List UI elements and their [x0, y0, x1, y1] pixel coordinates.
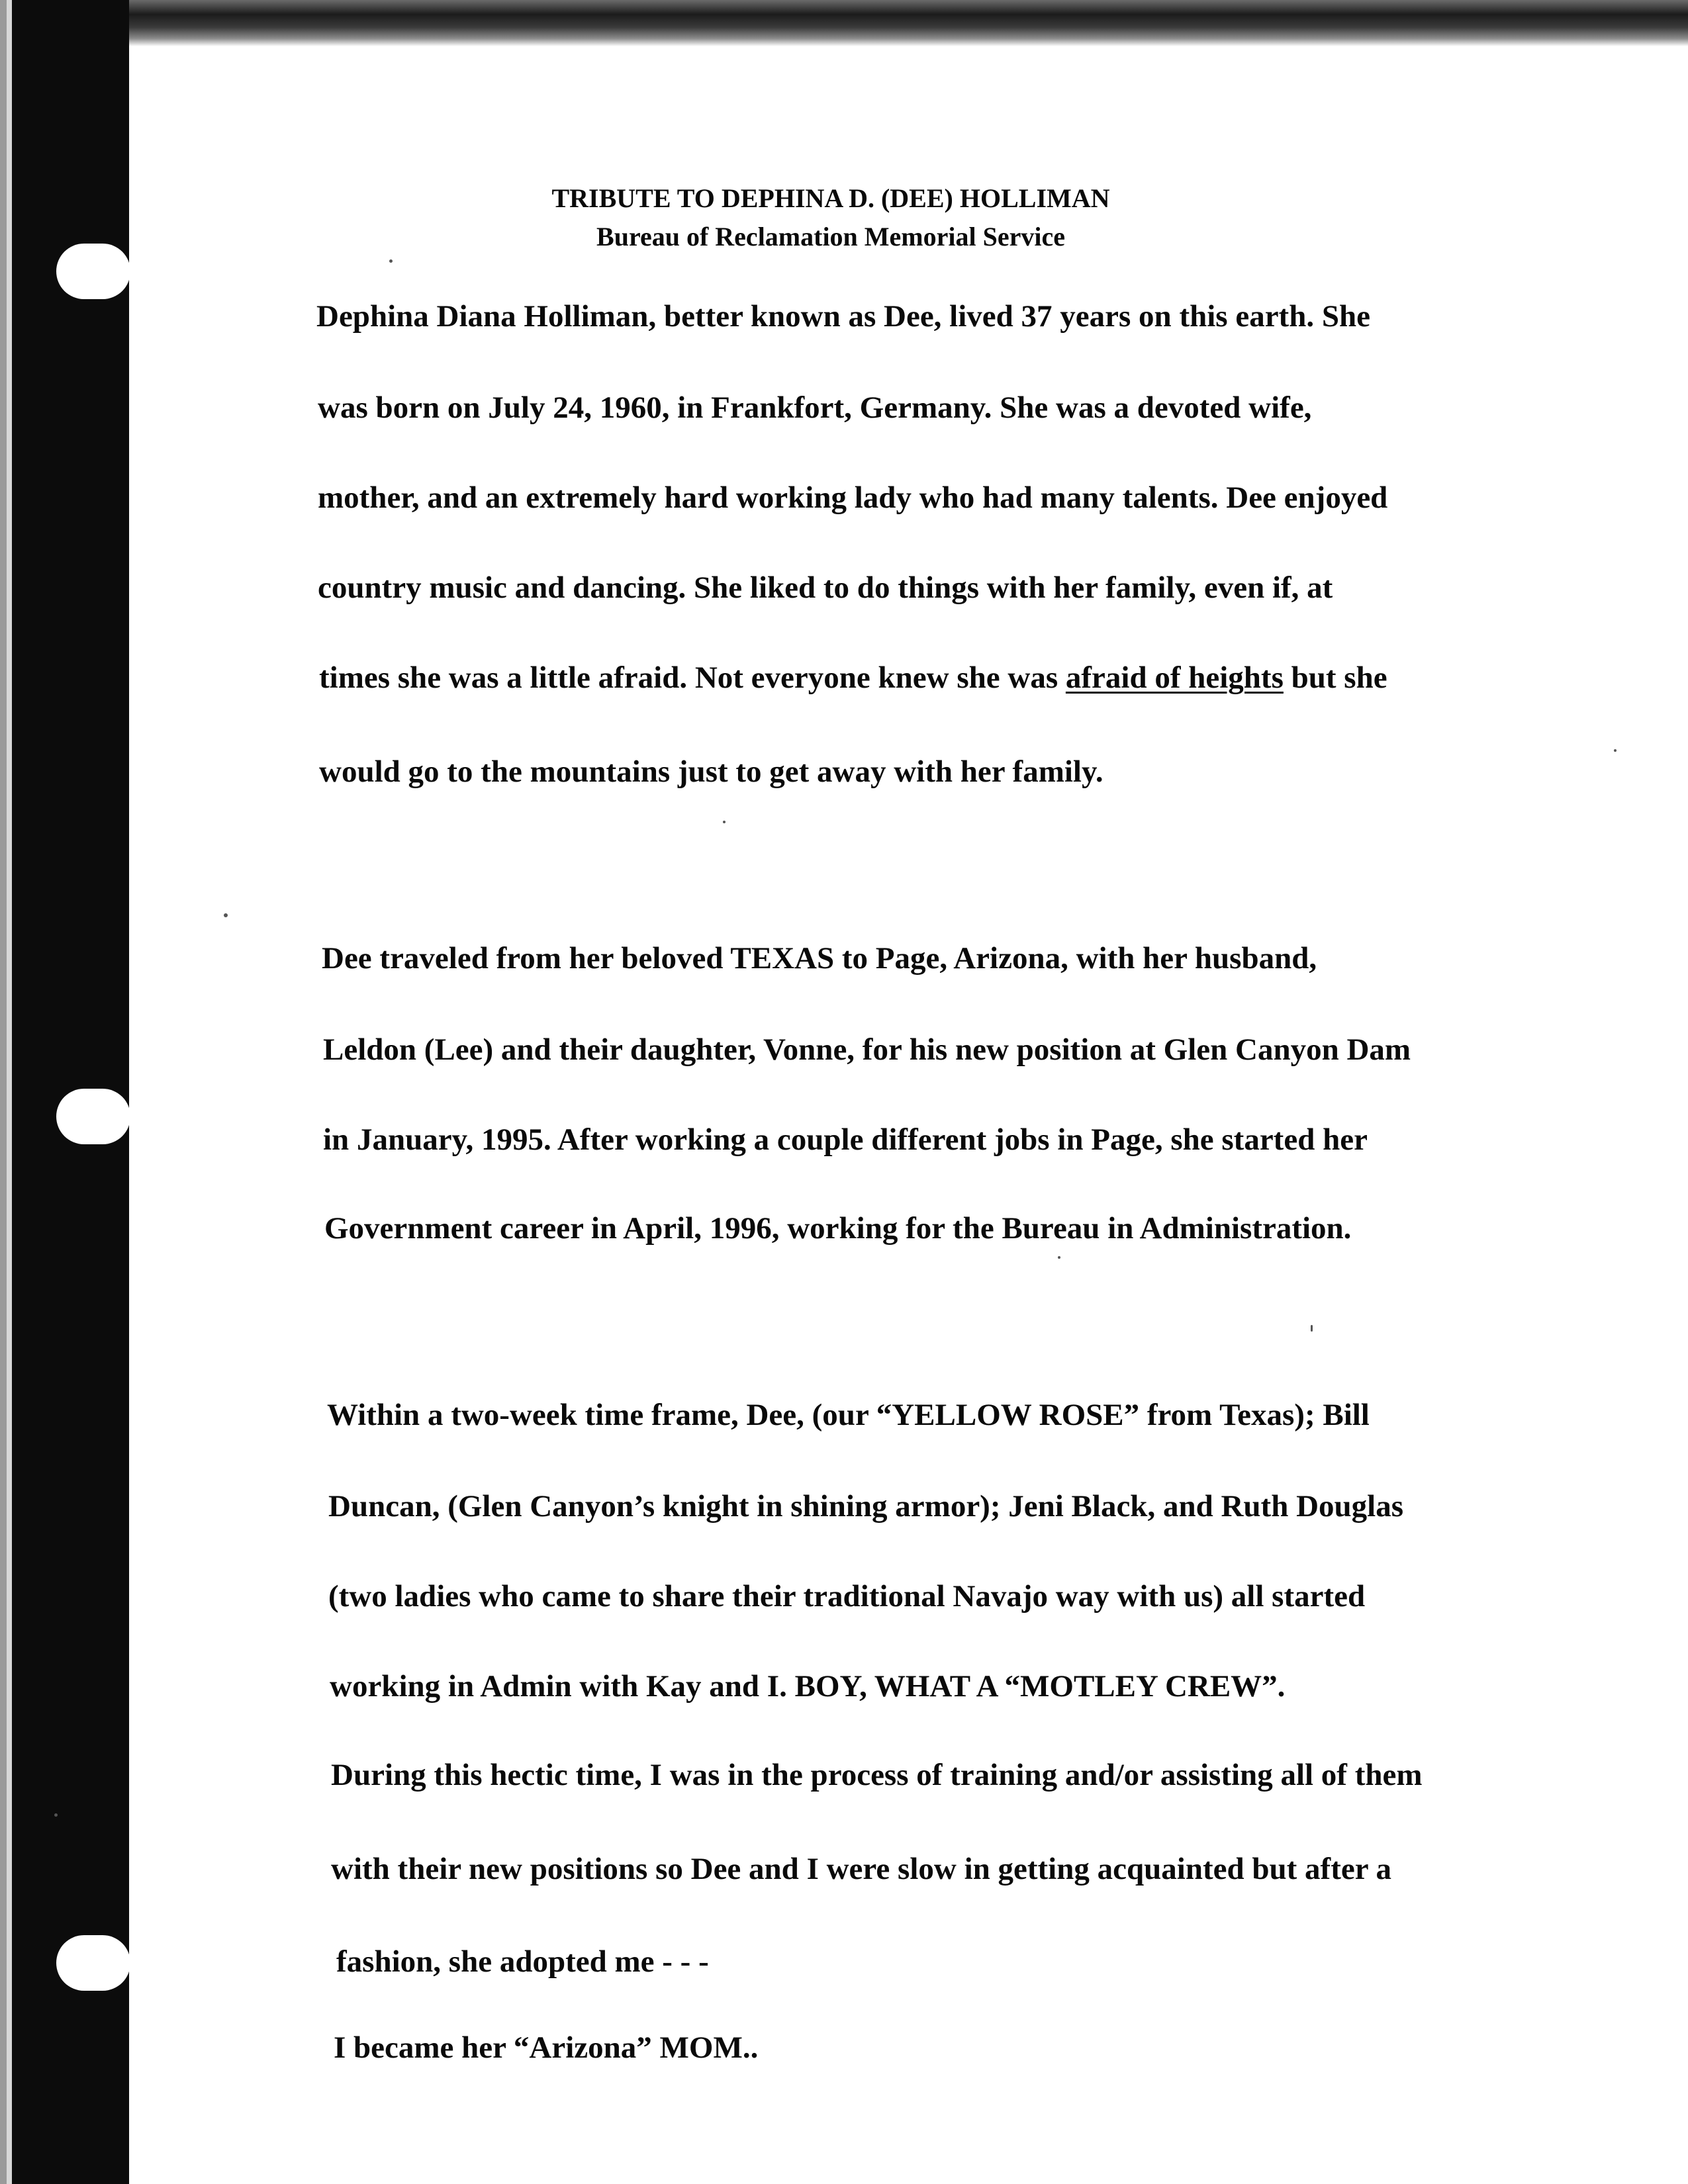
text-line: in January, 1995. After working a couple different jobs in Page, she started her [323, 1122, 1368, 1157]
text-line: Government career in April, 1996, working for the Bureau in Administration. [324, 1211, 1352, 1246]
text-line: Dephina Diana Holliman, better known as Dee, lived 37 years on this earth. She [316, 299, 1370, 334]
text-line: Duncan, (Glen Canyon’s knight in shining armor); Jeni Black, and Ruth Douglas [328, 1489, 1404, 1524]
underlined-phrase: afraid of heights [1065, 660, 1284, 695]
text-segment: but she [1283, 660, 1387, 695]
text-line: Within a two-week time frame, Dee, (our “YELLOW ROSE” from Texas); Bill [327, 1398, 1370, 1432]
text-line: working in Admin with Kay and I. BOY, WHAT A “MOTLEY CREW”. [330, 1669, 1286, 1704]
text-line: During this hectic time, I was in the process of training and/or assisting all of them [331, 1758, 1423, 1792]
text-line: mother, and an extremely hard working lady who had many talents. Dee enjoyed [318, 480, 1388, 515]
text-segment: times she was a little afraid. Not everyone knew she was [319, 660, 1066, 695]
document-subtitle: Bureau of Reclamation Memorial Service [596, 222, 1065, 251]
document-title: TRIBUTE TO DEPHINA D. (DEE) HOLLIMAN [551, 183, 1110, 213]
text-line: with their new positions so Dee and I were slow in getting acquainted but after a [331, 1852, 1391, 1886]
text-line: fashion, she adopted me - - - [336, 1944, 709, 1979]
text-line: would go to the mountains just to get away with her family. [319, 754, 1103, 789]
text-line [319, 658, 1387, 698]
text-line: (two ladies who came to share their traditional Navajo way with us) all started [328, 1579, 1366, 1614]
text-line: was born on July 24, 1960, in Frankfort, Germany. She was a devoted wife, [318, 390, 1312, 425]
text-line: Leldon (Lee) and their daughter, Vonne, for his new position at Glen Canyon Dam [323, 1032, 1411, 1067]
text-line: I became her “Arizona” MOM.. [334, 2030, 759, 2065]
text-line: country music and dancing. She liked to do things with her family, even if, at [318, 570, 1333, 605]
text-line: Dee traveled from her beloved TEXAS to Page, Arizona, with her husband, [322, 941, 1317, 976]
